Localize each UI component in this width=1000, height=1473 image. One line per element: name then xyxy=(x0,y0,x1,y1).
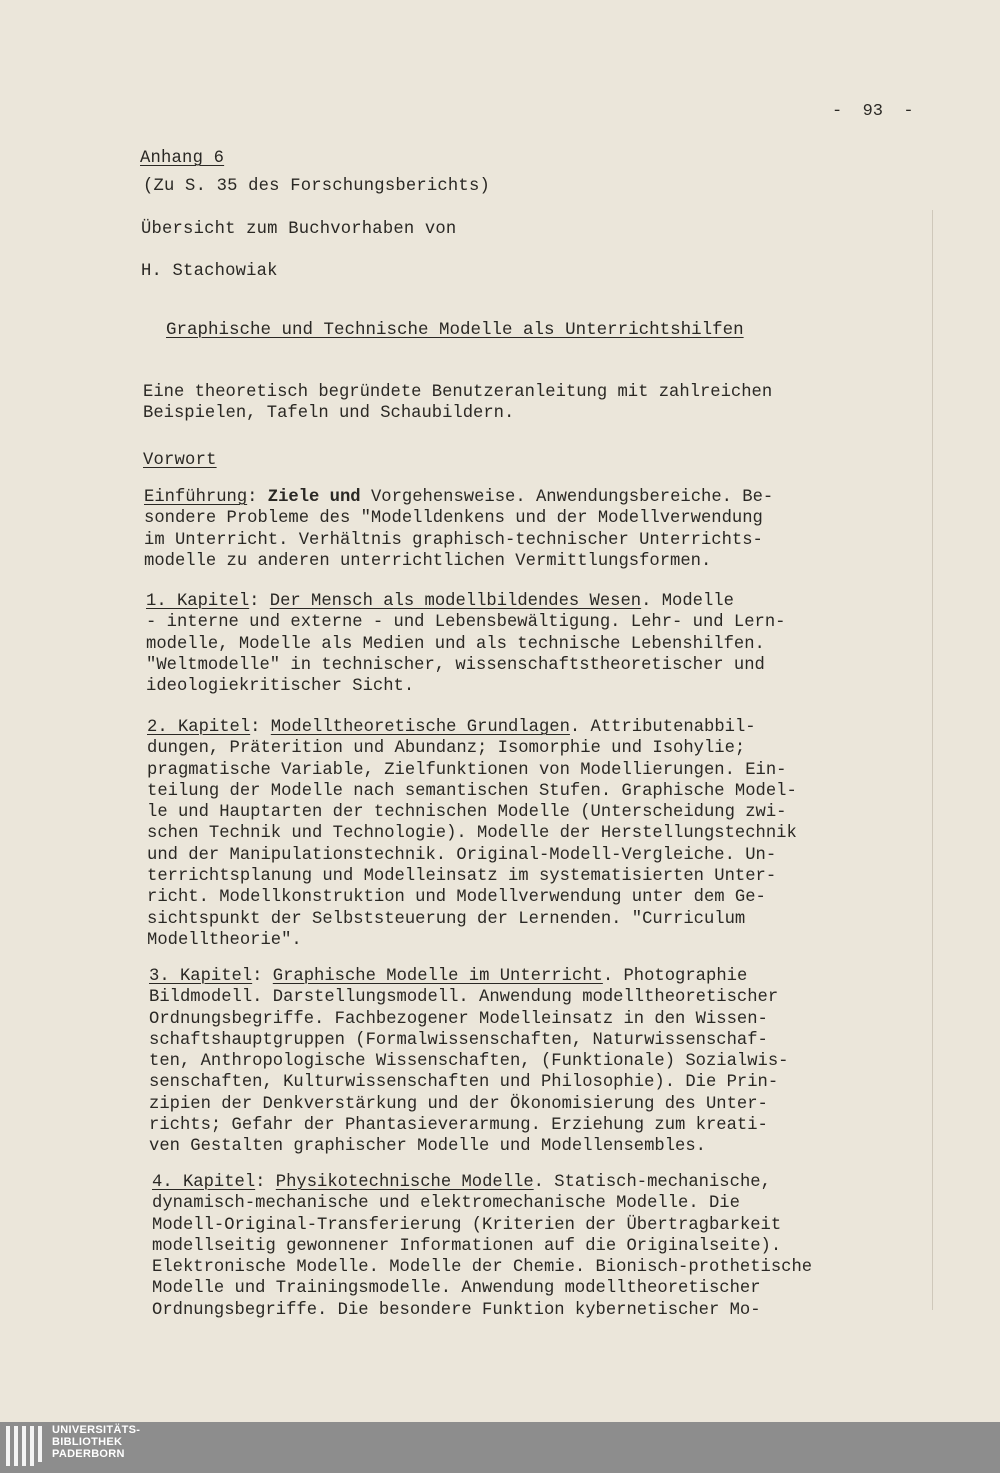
section-line: dynamisch-mechanische und elektromechanische Modelle. Die xyxy=(152,1194,740,1214)
section-line: teilung der Modelle nach semantischen Stufen. Graphische Model- xyxy=(147,781,797,801)
document-title: Graphische und Technische Modelle als Unterrichtshilfen xyxy=(166,320,744,340)
section-line: im Unterricht. Verhältnis graphisch-technischer Unterrichts- xyxy=(144,530,763,550)
colon: : xyxy=(250,718,271,737)
chapter-label: 1. Kapitel xyxy=(146,592,250,611)
section-line: Modelle und Trainingsmodelle. Anwendung modelltheoretischer xyxy=(152,1279,761,1299)
section-line: pragmatische Variable, Zielfunktionen von Modellierungen. Ein- xyxy=(147,760,787,780)
vorwort-heading: Vorwort xyxy=(143,451,217,470)
section-line: "Weltmodelle" in technischer, wissenschaftstheoretischer und xyxy=(146,655,765,675)
section-first-line xyxy=(147,717,797,738)
section-line: Ordnungsbegriffe. Die besondere Funktion kybernetischer Mo- xyxy=(152,1300,761,1320)
section-line: modelle, Modelle als Medien und als technische Lebenshilfen. xyxy=(146,634,765,654)
chapter-first-rest: . Photographie xyxy=(602,967,748,986)
library-logo-icon xyxy=(6,1426,46,1470)
kapitel2-section xyxy=(147,717,797,951)
colon: : xyxy=(252,967,273,986)
section-line: schen Technik und Technologie). Modelle der Herstellungstechnik xyxy=(147,824,797,844)
einfuehrung-section xyxy=(144,487,773,572)
chapter-label: 2. Kapitel xyxy=(147,718,251,737)
section-line: Modell-Original-Transferierung (Kriterien der Übertragbarkeit xyxy=(152,1215,782,1235)
section-line: Ordnungsbegriffe. Fachbezogener Modelleinsatz in den Wissen- xyxy=(149,1009,768,1029)
section-line: sondere Probleme des "Modelldenkens und der Modellverwendung xyxy=(144,509,763,529)
reference-line: (Zu S. 35 des Forschungsberichts) xyxy=(143,177,490,196)
section-line: ideologiekritischer Sicht. xyxy=(146,677,415,697)
section-line: schaftshauptgruppen (Formalwissenschaften, Naturwissenschaf- xyxy=(149,1030,768,1050)
section-first-line xyxy=(152,1172,812,1193)
chapter-label: 4. Kapitel xyxy=(152,1173,256,1192)
section-line: senschaften, Kulturwissenschaften und Philosophie). Die Prin- xyxy=(149,1073,779,1093)
section-line: ven Gestalten graphischer Modelle und Modellensembles. xyxy=(149,1137,706,1157)
section-line: Vorgehensweise. Anwendungsbereiche. Be- xyxy=(360,488,774,507)
section-first-line xyxy=(146,591,785,612)
subtitle-line: Eine theoretisch begründete Benutzeranleitung mit zahlreichen xyxy=(143,383,773,402)
section-line: modellseitig gewonnener Informationen auf die Originalseite). xyxy=(152,1236,782,1256)
logo-line: PADERBORN xyxy=(52,1448,125,1460)
section-line: dungen, Präterition und Abundanz; Isomorphie und Isohylie; xyxy=(147,739,746,759)
chapter-heading: Graphische Modelle im Unterricht xyxy=(272,967,603,986)
section-line: terrichtsplanung und Modelleinsatz im systematisierten Unter- xyxy=(147,867,777,887)
section-line: Bildmodell. Darstellungsmodell. Anwendung modelltheoretischer xyxy=(149,988,779,1008)
chapter-first-rest: . Modelle xyxy=(641,592,734,611)
logo-line: UNIVERSITÄTS- xyxy=(52,1424,141,1436)
subtitle-block xyxy=(143,382,772,425)
kapitel1-section xyxy=(146,591,785,697)
section-line: Modelltheorie". xyxy=(147,930,302,950)
section-line: ten, Anthropologische Wissenschaften, (Funktionale) Sozialwis- xyxy=(149,1052,789,1072)
section-line: und der Manipulationstechnik. Original-Modell-Vergleiche. Un- xyxy=(147,845,777,865)
section-line: Elektronische Modelle. Modelle der Chemie. Bionisch-prothetische xyxy=(152,1258,813,1278)
colon: : xyxy=(255,1173,276,1192)
section-line: zipien der Denkverstärkung und der Ökonomisierung des Unter- xyxy=(149,1094,768,1114)
section-line: sichtspunkt der Selbststeuerung der Lernenden. "Curriculum xyxy=(147,909,746,929)
section-line: richt. Modellkonstruktion und Modellverwendung unter dem Ge- xyxy=(147,888,766,908)
chapter-first-rest: . Attributenabbil- xyxy=(569,718,756,737)
library-logo-text xyxy=(52,1424,140,1460)
chapter-first-rest: . Statisch-mechanische, xyxy=(533,1173,771,1192)
appendix-label: Anhang 6 xyxy=(140,149,225,168)
section-line: - interne und externe - und Lebensbewältigung. Lehr- und Lern- xyxy=(146,613,786,633)
colon: : xyxy=(247,488,258,507)
page-number: - 93 - xyxy=(832,102,914,121)
margin-rule xyxy=(932,210,933,1310)
library-footer xyxy=(0,1422,1000,1473)
chapter-label: 3. Kapitel xyxy=(149,967,253,986)
chapter-heading: Der Mensch als modellbildendes Wesen xyxy=(269,592,642,611)
section-line: modelle zu anderen unterrichtlichen Vermittlungsformen. xyxy=(144,551,712,571)
colon: : xyxy=(249,592,270,611)
section-first-line xyxy=(149,966,788,987)
author-line: H. Stachowiak xyxy=(141,262,278,281)
logo-line: BIBLIOTHEK xyxy=(52,1436,123,1448)
overview-line: Übersicht zum Buchvorhaben von xyxy=(141,220,457,239)
subtitle-line: Beispielen, Tafeln und Schaubildern. xyxy=(143,404,515,424)
kapitel4-section xyxy=(152,1172,812,1321)
section-line: richts; Gefahr der Phantasieverarmung. Erziehung zum kreati- xyxy=(149,1116,768,1136)
chapter-heading: Modelltheoretische Grundlagen xyxy=(270,718,570,737)
kapitel3-section xyxy=(149,966,788,1158)
section-line: le und Hauptarten der technischen Modelle (Unterscheidung zwi- xyxy=(147,803,787,823)
section-first-line xyxy=(144,487,773,508)
bold-phrase: Ziele und xyxy=(257,488,361,507)
section-label: Einführung xyxy=(144,488,248,507)
chapter-heading: Physikotechnische Modelle xyxy=(275,1173,534,1192)
